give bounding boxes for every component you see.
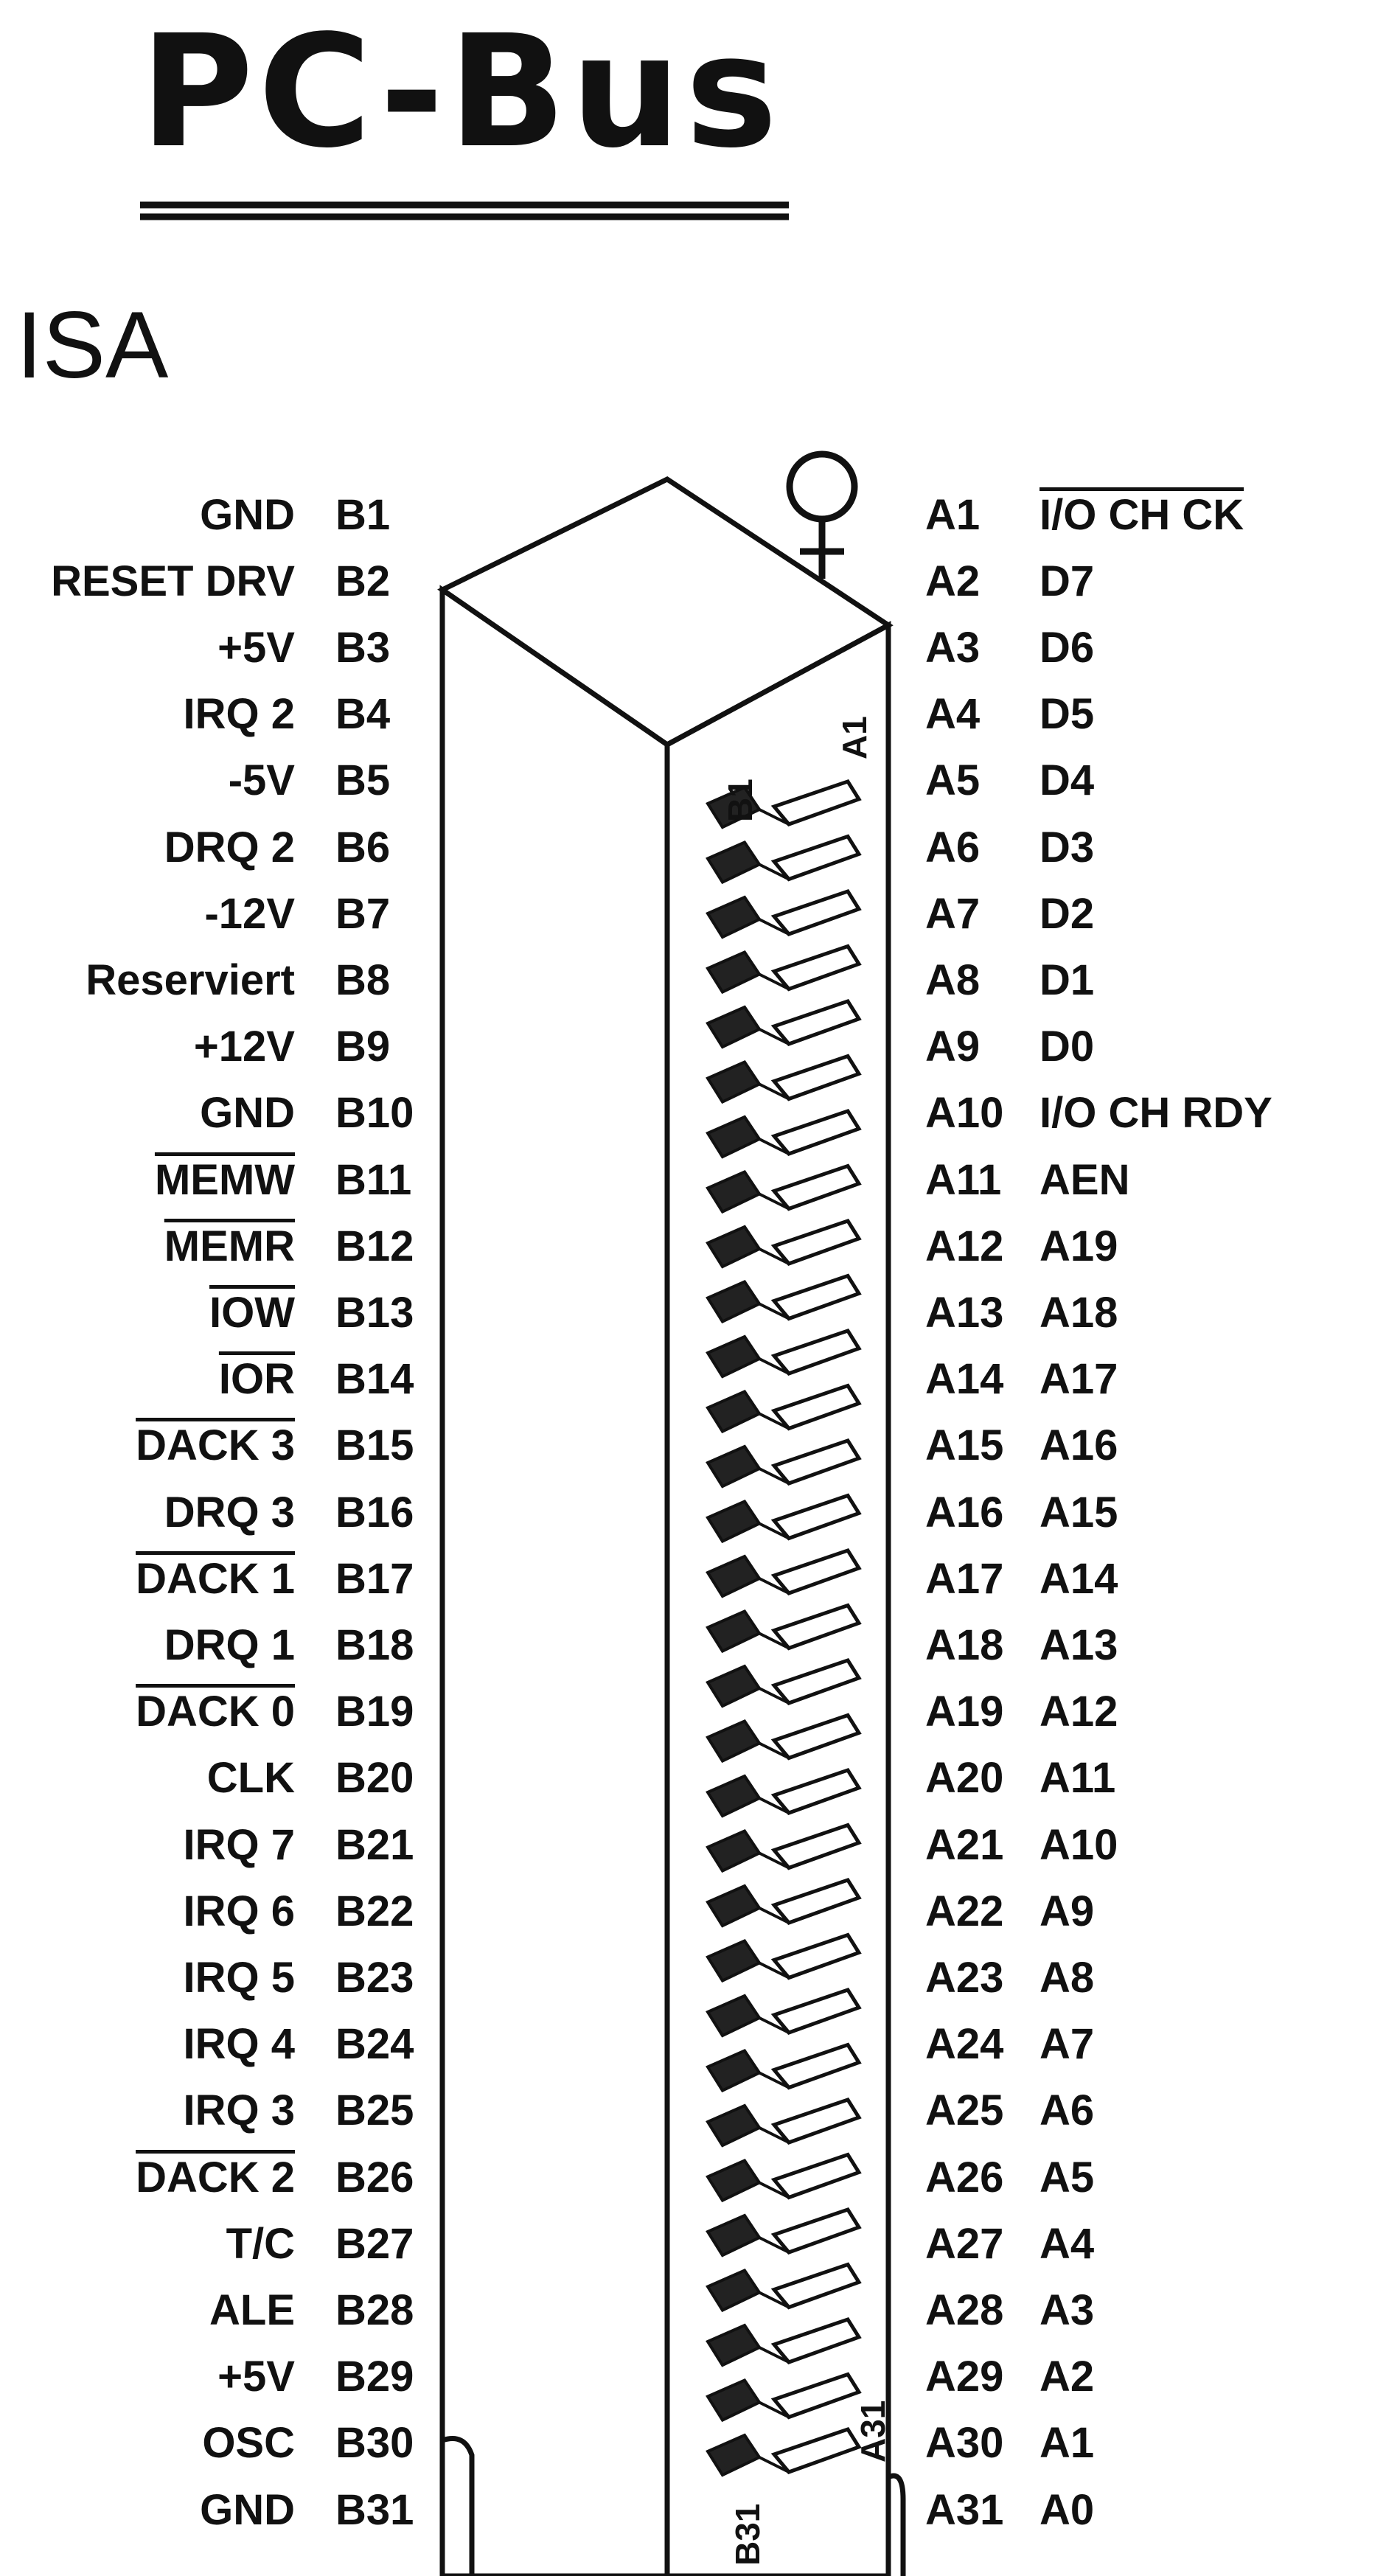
b-signal-name: DACK 1	[136, 1554, 295, 1603]
pin-row	[0, 2414, 1386, 2473]
a-signal-name: D1	[1040, 955, 1095, 1004]
b-pin-number: B13	[335, 1288, 414, 1337]
b-pin-number: B8	[335, 955, 391, 1004]
pin-row	[0, 2148, 1386, 2207]
b-signal-name: DACK 2	[136, 2153, 295, 2201]
pin-row	[0, 2480, 1386, 2539]
a-pin-number: A25	[925, 2086, 1004, 2135]
a-pin-number: A2	[925, 557, 981, 605]
b-signal-name: Reserviert	[86, 955, 295, 1004]
pin-row	[0, 1150, 1386, 1209]
pin-row	[0, 685, 1386, 744]
b-signal-name: ALE	[209, 2286, 295, 2334]
b-pin-number: B12	[335, 1222, 414, 1270]
b-pin-number: B6	[335, 823, 391, 871]
pin-row	[0, 485, 1386, 544]
b-signal-name: RESET DRV	[51, 557, 295, 605]
a-pin-number: A9	[925, 1023, 981, 1071]
a-pin-number: A20	[925, 1754, 1004, 1803]
a-signal-name: A19	[1040, 1222, 1118, 1270]
b-pin-number: B3	[335, 623, 391, 672]
b-pin-number: B20	[335, 1754, 414, 1803]
b-signal-name: $\overline{IOR}$	[218, 1355, 295, 1404]
b-signal-name: CLK	[206, 1754, 295, 1803]
b-signal-name: IRQ 5	[183, 1953, 295, 2002]
pin-row	[0, 551, 1386, 610]
b-signal-name: $\overline{IOW}$	[209, 1288, 295, 1337]
pin-row	[0, 2280, 1386, 2339]
b-signal-name: T/C	[226, 2219, 295, 2268]
b-signal-name: GND	[200, 1089, 295, 1138]
a-pin-number: A31	[925, 2485, 1004, 2534]
b-signal-name: MEMR	[164, 1222, 295, 1270]
pin-row	[0, 618, 1386, 677]
a-signal-name: D2	[1040, 889, 1095, 938]
a-signal-name: A0	[1040, 2485, 1095, 2534]
b-pin-number: B10	[335, 1089, 414, 1138]
b-signal-name: GND	[200, 2485, 295, 2534]
pin-row	[0, 1549, 1386, 1608]
b-pin-number: B14	[335, 1355, 414, 1404]
pin-row	[0, 1017, 1386, 1076]
subtitle: ISA	[16, 293, 169, 398]
a-pin-number: A28	[925, 2286, 1004, 2334]
b-pin-number: B17	[335, 1554, 414, 1603]
b-pin-number: B27	[335, 2219, 414, 2268]
pin-row	[0, 1615, 1386, 1674]
label-a31: A31	[854, 2400, 892, 2462]
a-signal-name: A6	[1040, 2086, 1095, 2135]
pin-row	[0, 2214, 1386, 2273]
a-signal-name: A16	[1040, 1421, 1118, 1470]
a-pin-number: A3	[925, 623, 981, 672]
a-signal-name: A12	[1040, 1688, 1118, 1736]
b-pin-number: B7	[335, 889, 391, 938]
pin-row	[0, 2015, 1386, 2074]
b-pin-number: B18	[335, 1621, 414, 1669]
b-pin-number: B19	[335, 1688, 414, 1736]
a-signal-name: D3	[1040, 823, 1095, 871]
a-signal-name: D6	[1040, 623, 1095, 672]
page-title: PC-Bus	[140, 1, 782, 182]
a-signal-name: A13	[1040, 1621, 1118, 1669]
a-signal-name: A4	[1040, 2219, 1095, 2268]
a-signal-name: A7	[1040, 2020, 1095, 2069]
a-signal-name: A18	[1040, 1288, 1118, 1337]
a-signal-name: A3	[1040, 2286, 1095, 2334]
b-signal-name: -5V	[228, 756, 295, 805]
a-signal-name: A15	[1040, 1488, 1118, 1536]
pin-row	[0, 1483, 1386, 1542]
b-signal-name: DACK 0	[136, 1688, 295, 1736]
pin-row	[0, 884, 1386, 943]
pin-row	[0, 1283, 1386, 1342]
pin-row	[0, 751, 1386, 810]
a-pin-number: A14	[925, 1355, 1004, 1404]
b-pin-number: B22	[335, 1887, 414, 1935]
pin-row	[0, 1881, 1386, 1940]
b-signal-name: IRQ 7	[183, 1820, 295, 1869]
a-signal-name: AEN	[1040, 1155, 1130, 1204]
b-signal-name: -12V	[204, 889, 295, 938]
b-signal-name: IRQ 2	[183, 690, 295, 739]
b-pin-number: B2	[335, 557, 391, 605]
pin-row	[0, 1350, 1386, 1409]
a-signal-name: D5	[1040, 690, 1095, 739]
a-pin-number: A29	[925, 2353, 1004, 2401]
label-a1: A1	[835, 716, 874, 759]
b-pin-number: B5	[335, 756, 391, 805]
a-pin-number: A23	[925, 1953, 1004, 2002]
b-signal-name: +5V	[217, 623, 295, 672]
a-pin-number: A13	[925, 1288, 1004, 1337]
a-pin-number: A19	[925, 1688, 1004, 1736]
b-signal-name: IRQ 4	[183, 2020, 295, 2069]
a-pin-number: A15	[925, 1421, 1004, 1470]
pin-row	[0, 950, 1386, 1009]
b-signal-name: MEMW	[154, 1155, 295, 1204]
b-pin-number: B21	[335, 1820, 414, 1869]
a-signal-name: A2	[1040, 2353, 1095, 2401]
pin-row	[0, 1084, 1386, 1143]
pin-row	[0, 1682, 1386, 1741]
b-signal-name: IRQ 3	[183, 2086, 295, 2135]
a-signal-name: A10	[1040, 1820, 1118, 1869]
a-pin-number: A5	[925, 756, 981, 805]
a-pin-number: A10	[925, 1089, 1004, 1138]
a-pin-number: A6	[925, 823, 981, 871]
b-pin-number: B4	[335, 690, 391, 739]
pin-row	[0, 1749, 1386, 1808]
a-signal-name: A1	[1040, 2419, 1095, 2468]
a-pin-number: A17	[925, 1554, 1004, 1603]
b-pin-number: B9	[335, 1023, 391, 1071]
a-signal-name: A8	[1040, 1953, 1095, 2002]
a-signal-name: A9	[1040, 1887, 1095, 1935]
a-pin-number: A21	[925, 1820, 1004, 1869]
a-signal-name: A11	[1040, 1754, 1116, 1803]
b-signal-name: GND	[200, 490, 295, 539]
a-signal-name: A14	[1040, 1554, 1118, 1603]
a-pin-number: A16	[925, 1488, 1004, 1536]
pin-row	[0, 1948, 1386, 2007]
a-signal-name: D4	[1040, 756, 1095, 805]
pin-row	[0, 2347, 1386, 2406]
a-signal-name: A17	[1040, 1355, 1118, 1404]
pin-row	[0, 1216, 1386, 1275]
a-pin-number: A1	[925, 490, 981, 539]
a-pin-number: A18	[925, 1621, 1004, 1669]
a-pin-number: A30	[925, 2419, 1004, 2468]
b-pin-number: B30	[335, 2419, 414, 2468]
pin-row	[0, 1815, 1386, 1874]
b-pin-number: B24	[335, 2020, 414, 2069]
b-pin-number: B28	[335, 2286, 414, 2334]
b-pin-number: B11	[335, 1155, 412, 1204]
b-signal-name: IRQ 6	[183, 1887, 295, 1935]
b-signal-name: DRQ 3	[164, 1488, 295, 1536]
label-b31: B31	[728, 2503, 767, 2566]
b-signal-name: DRQ 1	[164, 1621, 295, 1669]
b-pin-number: B23	[335, 1953, 414, 2002]
a-signal-name: I/O CH CK	[1040, 490, 1244, 539]
a-signal-name: D7	[1040, 557, 1095, 605]
a-pin-number: A4	[925, 690, 981, 739]
label-b1: B1	[721, 779, 759, 822]
b-signal-name: +5V	[217, 2353, 295, 2401]
b-pin-number: B26	[335, 2153, 414, 2201]
b-pin-number: B1	[335, 490, 391, 539]
b-signal-name: OSC	[202, 2419, 295, 2468]
a-pin-number: A11	[925, 1155, 1002, 1204]
a-pin-number: A24	[925, 2020, 1004, 2069]
pin-row	[0, 2081, 1386, 2140]
a-pin-number: A27	[925, 2219, 1004, 2268]
a-signal-name: I/O CH RDY	[1040, 1089, 1272, 1138]
b-pin-number: B31	[335, 2485, 414, 2534]
a-pin-number: A22	[925, 1887, 1004, 1935]
a-pin-number: A8	[925, 955, 981, 1004]
a-signal-name: D0	[1040, 1023, 1095, 1071]
b-pin-number: B15	[335, 1421, 414, 1470]
pin-row	[0, 818, 1386, 877]
b-signal-name: +12V	[193, 1023, 295, 1071]
b-pin-number: B29	[335, 2353, 414, 2401]
b-pin-number: B25	[335, 2086, 414, 2135]
a-pin-number: A7	[925, 889, 981, 938]
b-signal-name: DACK 3	[136, 1421, 295, 1470]
b-signal-name: DRQ 2	[164, 823, 295, 871]
b-pin-number: B16	[335, 1488, 414, 1536]
a-pin-number: A26	[925, 2153, 1004, 2201]
a-pin-number: A12	[925, 1222, 1004, 1270]
pin-row	[0, 1416, 1386, 1475]
a-signal-name: A5	[1040, 2153, 1095, 2201]
